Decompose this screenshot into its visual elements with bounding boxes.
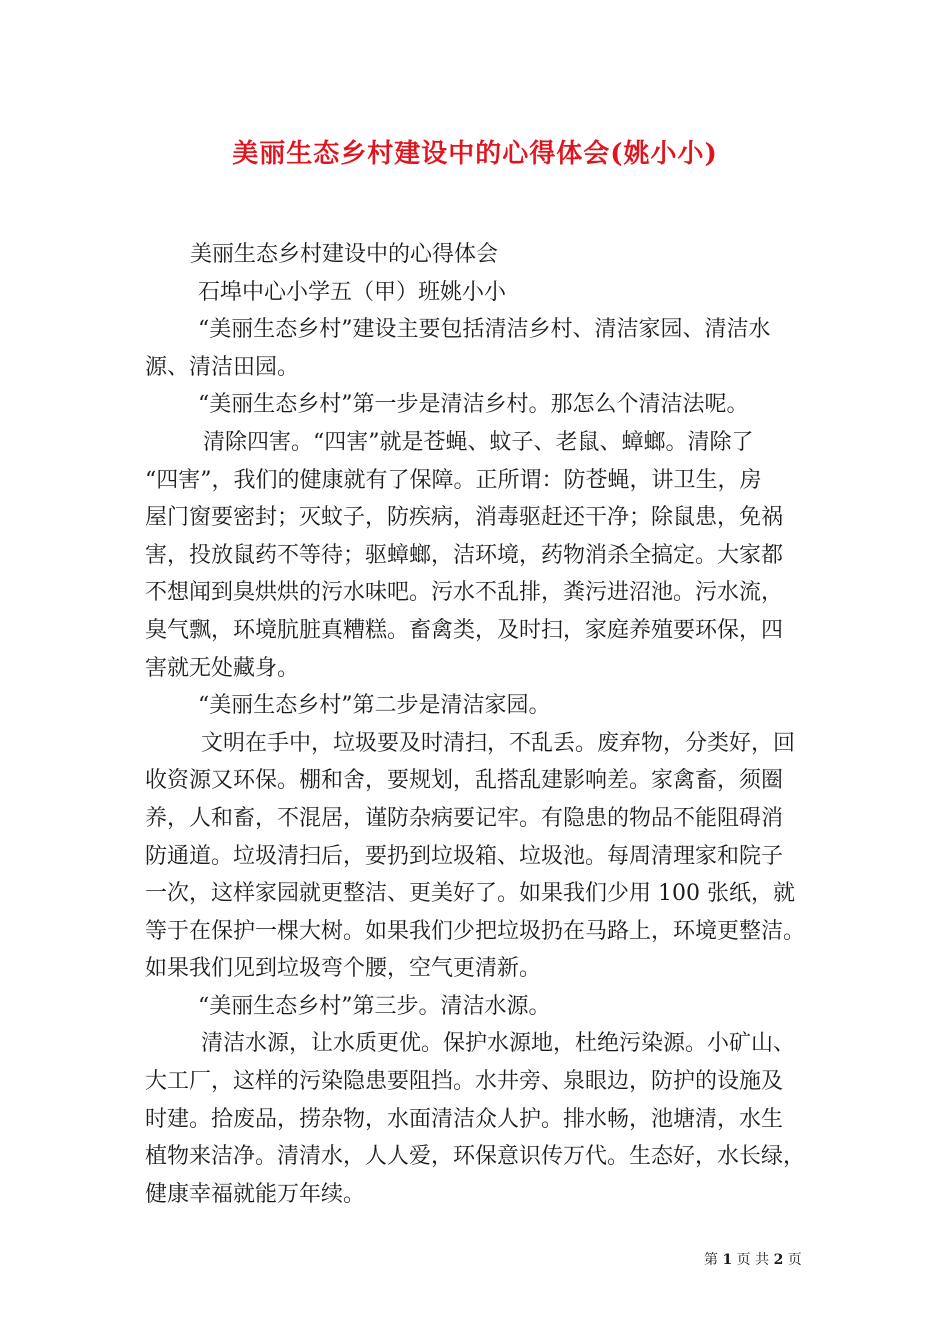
document-title: 美丽生态乡村建设中的心得体会(姚小小)	[232, 139, 718, 169]
text-line: “美丽生态乡村”第一步是清洁乡村。那怎么个清洁法呢。	[198, 392, 749, 418]
text-line: 养，人和畜，不混居，谨防杂病要记牢。有隐患的物品不能阻碍消	[145, 805, 784, 831]
footer-page-number: 1	[722, 1252, 733, 1268]
text-line: “美丽生态乡村”第三步。清洁水源。	[198, 993, 551, 1019]
text-line: 石埠中心小学五（甲）班姚小小	[198, 279, 507, 305]
text-line: 防通道。垃圾清扫后，要扔到垃圾箱、垃圾池。每周清理家和院子	[145, 843, 784, 869]
text-line: 屋门窗要密封；灭蚊子，防疾病，消毒驱赶还干净；除鼠患，免祸	[145, 505, 784, 531]
footer-suffix: 页	[787, 1252, 802, 1268]
footer-middle: 页 共	[736, 1252, 770, 1268]
text-line: 收资源又环保。棚和舍，要规划，乱搭乱建影响差。家禽畜，须圈	[145, 768, 784, 794]
document-body	[145, 236, 825, 1213]
footer-total-pages: 2	[773, 1252, 784, 1268]
text-line: 大工厂，这样的污染隐患要阻挡。水井旁、泉眼边，防护的设施及	[145, 1069, 784, 1095]
text-line: 如果我们见到垃圾弯个腰，空气更清新。	[145, 956, 542, 982]
page-footer	[704, 1249, 802, 1269]
text-line: 植物来洁净。清清水，人人爱，环保意识传万代。生态好，水长绿，	[145, 1144, 806, 1170]
text-line: 时建。拾废品，捞杂物，水面清洁众人护。排水畅，池塘清，水生	[145, 1106, 784, 1132]
text-line: 不想闻到臭烘烘的污水味吧。污水不乱排，粪污进沼池。污水流，	[145, 580, 784, 606]
text-line: 清除四害。“四害”就是苍蝇、蚊子、老鼠、蟑螂。清除了	[203, 429, 754, 455]
text-line: 一次，这样家园就更整洁、更美好了。如果我们少用 100 张纸，就	[145, 881, 795, 907]
text-line: 害就无处藏身。	[145, 655, 300, 681]
text-line: 清洁水源，让水质更优。保护水源地，杜绝污染源。小矿山、	[201, 1031, 796, 1057]
text-line: “美丽生态乡村”第二步是清洁家园。	[198, 693, 551, 719]
text-line: 源、清洁田园。	[145, 354, 300, 380]
text-line: “四害”，我们的健康就有了保障。正所谓：防苍蝇，讲卫生，房	[145, 467, 762, 493]
text-line: “美丽生态乡村”建设主要包括清洁乡村、清洁家园、清洁水	[198, 317, 771, 343]
text-line: 文明在手中，垃圾要及时清扫，不乱丢。废弃物，分类好，回	[201, 730, 796, 756]
text-line: 害，投放鼠药不等待；驱蟑螂，洁环境，药物消杀全搞定。大家都	[145, 542, 784, 568]
text-line: 等于在保护一棵大树。如果我们少把垃圾扔在马路上，环境更整洁。	[145, 918, 806, 944]
footer-prefix: 第	[704, 1252, 718, 1268]
text-line: 美丽生态乡村建设中的心得体会	[190, 242, 499, 267]
text-line: 臭气飘，环境肮脏真糟糕。畜禽类，及时扫，家庭养殖要环保，四	[145, 617, 784, 643]
text-line: 健康幸福就能万年续。	[145, 1181, 366, 1207]
